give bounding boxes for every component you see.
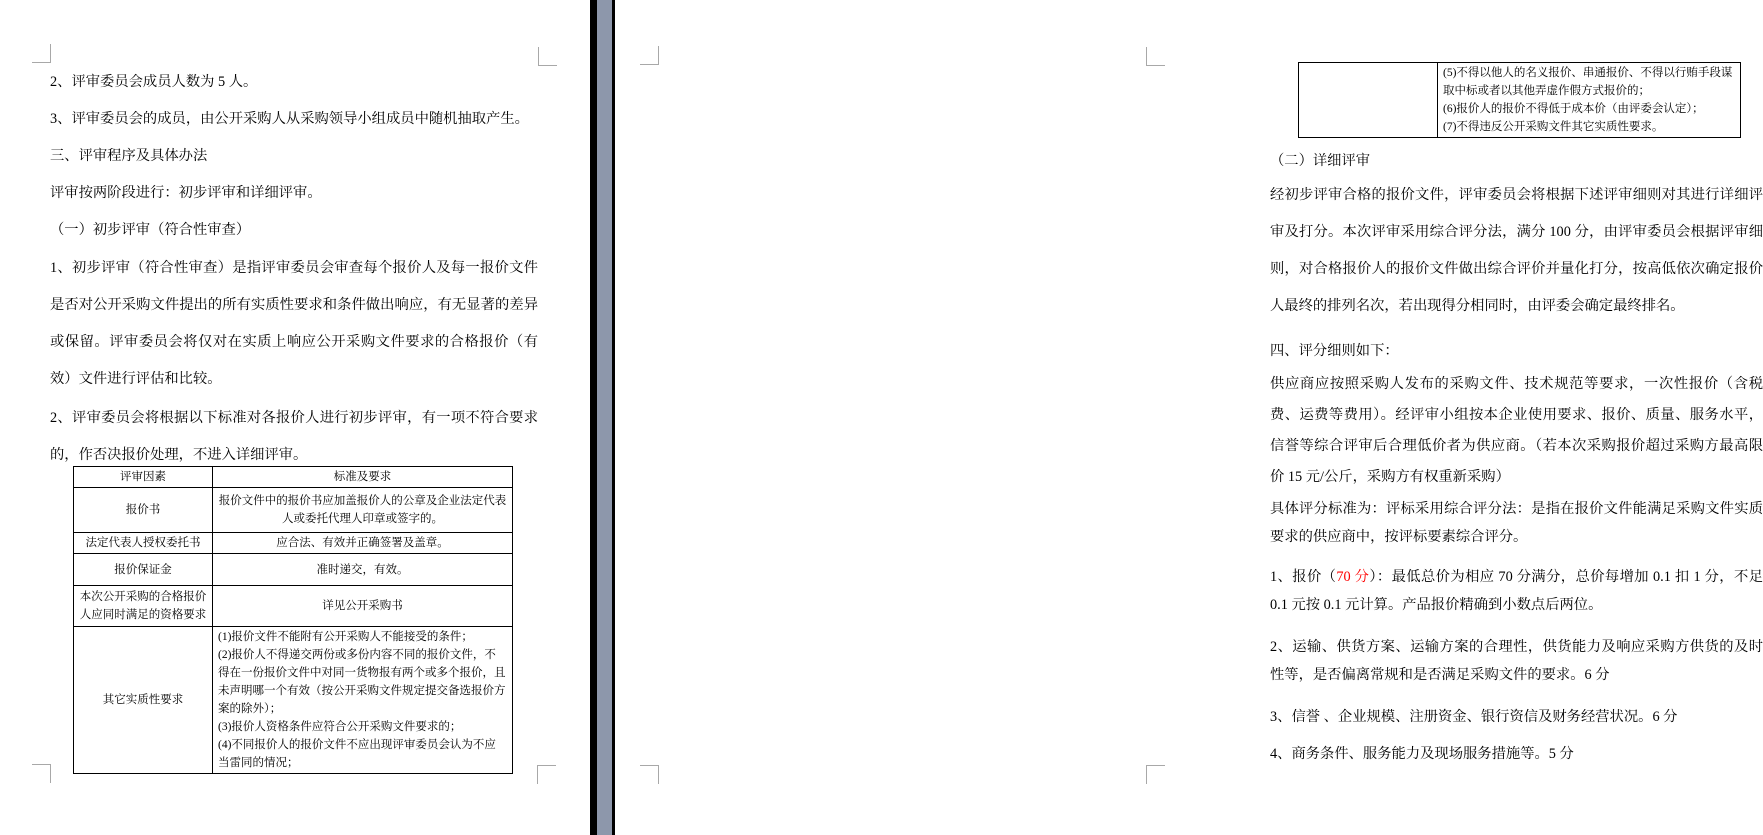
score-item-text: 1、报价（ (1270, 569, 1337, 585)
paragraph: 供应商应按照采购人发布的采购文件、技术规范等要求，一次性报价（含税费、运费等费用）。经评审小组按本企业使用要求、报价、质量、服务水平，信誉等综合评审后合理低价者为供应商。（若本次采购报价超过采购方最高限价 15 元/公斤，采购方有权重新采购） (1270, 376, 1763, 485)
crop-mark-left-page-top-left (32, 44, 51, 63)
requirement-item: (6)报价人的报价不得低于成本价（由评委会认定）； (1443, 103, 1704, 115)
score-item-highlight: 70 分 (1336, 569, 1370, 585)
paragraph: 具体评分标准为：评标采用综合评分法：是指在报价文件能满足采购文件实质要求的供应商中，按评标要素综合评分。 (1270, 501, 1763, 545)
requirement-cell: 详见公开采购书 (213, 586, 513, 627)
paragraph: 经初步评审合格的报价文件，评审委员会将根据下述评审细则对其进行详细评审及打分。本次评审采用综合评分法，满分 100 分，由评审委员会根据评审细则，对合格报价人的报价文件做出综合评价并量化打分，按高低依次确定报价人最终的排列名次，若出现得分相同时，由评委会确定最终排名。 (1270, 187, 1763, 314)
criteria-table-continuation (1298, 62, 1741, 138)
factor-cell: 本次公开采购的合格报价人应同时满足的资格要求 (74, 586, 213, 627)
subsection-heading: （二）详细评审 (1270, 153, 1371, 169)
left-page-text-block (50, 62, 538, 774)
requirement-cell: 准时递交，有效。 (213, 554, 513, 586)
requirement-list-cell (213, 627, 513, 774)
factor-cell: 其它实质性要求 (74, 627, 213, 774)
factor-cell: 法定代表人授权委托书 (74, 533, 213, 554)
section-heading: 四、评分细则如下： (1270, 343, 1399, 359)
crop-mark-left-page-bottom-right (537, 765, 556, 784)
crop-mark-right-page-top-right (1146, 47, 1165, 66)
subsection-heading: （一）初步评审（符合性审查） (50, 222, 251, 238)
table-row (74, 627, 513, 774)
requirement-item: (3)报价人资格条件应符合公开采购文件要求的； (218, 721, 462, 733)
requirement-cell: 报价文件中的报价书应加盖报价人的公章及企业法定代表人或委托代理人印章或签字的。 (213, 488, 513, 533)
table-row (74, 586, 513, 627)
page-right[interactable] (615, 0, 1763, 835)
requirement-item: (4)不同报价人的报价文件不应出现评审委员会认为不应当雷同的情况； (218, 739, 496, 769)
factor-cell: 报价保证金 (74, 554, 213, 586)
table-header-cell: 评审因素 (74, 467, 213, 488)
score-item (1270, 563, 1763, 619)
crop-mark-left-page-top-right (538, 47, 557, 66)
requirement-item: (5)不得以他人的名义报价、串通报价、不得以行贿手段谋取中标或者以其他弄虚作假方式报价的； (1443, 67, 1733, 97)
paragraph: 3、评审委员会的成员，由公开采购人从采购领导小组成员中随机抽取产生。 (50, 111, 529, 127)
criteria-table (73, 466, 513, 774)
table-header-cell: 标准及要求 (213, 467, 513, 488)
crop-mark-left-page-bottom-left (32, 764, 51, 783)
requirement-item: (2)报价人不得递交两份或多份内容不同的报价文件，不得在一份报价文件中对同一货物报有两个或多个报价，且未声明哪一个有效（按公开采购文件规定提交备选报价方案的除外）； (218, 649, 506, 715)
table-row (74, 488, 513, 533)
table-row (74, 533, 513, 554)
factor-cell-empty (1299, 63, 1438, 138)
score-item: 3、信誉 、企业规模、注册资金、银行资信及财务经营状况。6 分 (1270, 709, 1678, 725)
crop-mark-right-page-bottom-right (1146, 765, 1165, 784)
requirement-list-cell (1438, 63, 1741, 138)
paragraph: 2、评审委员会将根据以下标准对各报价人进行初步评审，有一项不符合要求的，作否决报价处理，不进入详细评审。 (50, 410, 538, 463)
crop-mark-right-page-top-left (640, 46, 659, 65)
requirement-item: (1)报价文件不能附有公开采购人不能接受的条件； (218, 631, 473, 643)
score-item-text: ）：最低总价为相应 70 分满分，总价每增加 0.1 扣 1 分，不足 0.1 元按 0.1 元计算。产品报价精确到小数点后两位。 (1270, 569, 1763, 613)
table-row (74, 554, 513, 586)
section-heading: 三、评审程序及具体办法 (50, 148, 208, 164)
requirement-cell: 应合法、有效并正确签署及盖章。 (213, 533, 513, 554)
requirement-item: (7)不得违反公开采购文件其它实质性要求。 (1443, 121, 1664, 133)
paragraph: 1、初步评审（符合性审查）是指评审委员会审查每个报价人及每一报价文件是否对公开采购文件提出的所有实质性要求和条件做出响应，有无显著的差异或保留。评审委员会将仅对在实质上响应公开采购文件要求的合格报价（有效）文件进行评估和比较。 (50, 260, 538, 387)
score-item: 4、商务条件、服务能力及现场服务措施等。5 分 (1270, 746, 1574, 762)
page-divider (590, 0, 615, 835)
right-page-text-block (1270, 147, 1763, 768)
paragraph: 2、评审委员会成员人数为 5 人。 (50, 74, 258, 90)
crop-mark-right-page-bottom-left (640, 765, 659, 784)
score-item: 2、运输、供货方案、运输方案的合理性，供货能力及响应采购方供货的及时性等，是否偏离常规和是否满足采购文件的要求。6 分 (1270, 639, 1763, 683)
paragraph: 评审按两阶段进行：初步评审和详细评审。 (50, 185, 322, 201)
factor-cell: 报价书 (74, 488, 213, 533)
page-left[interactable] (0, 0, 590, 835)
table-row (1299, 63, 1741, 138)
